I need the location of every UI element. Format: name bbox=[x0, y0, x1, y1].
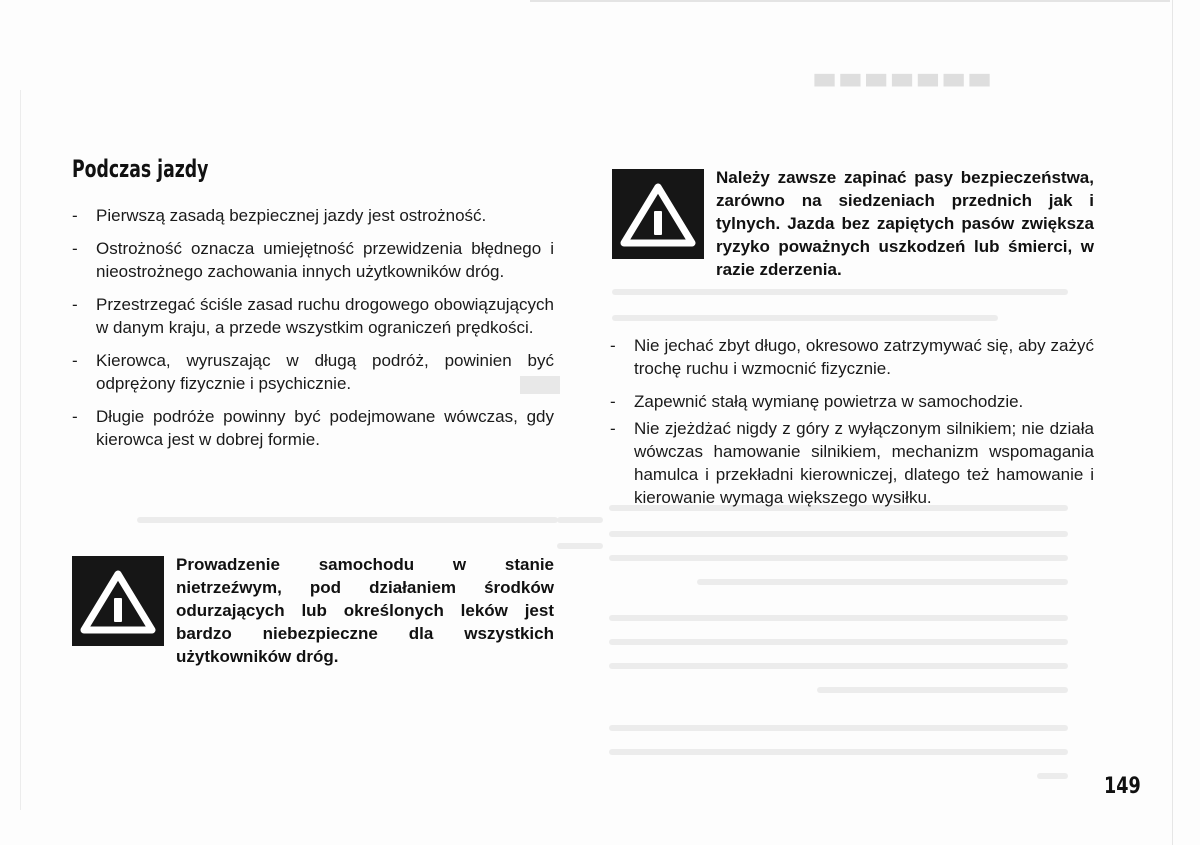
warning-text: Prowadzenie samochodu w stanie nietrzeźwym, pod działaniem środków odurzających lub określonych leków jest bardzo niebezpieczne dla wszystkich użytkowników dróg. bbox=[176, 555, 554, 666]
list-item: - Zapewnić stałą wymianę powietrza w samochodzie. bbox=[610, 392, 1024, 411]
warning-triangle-icon bbox=[72, 556, 164, 646]
left-list bbox=[72, 204, 554, 461]
document-page: ▬▬▬▬▬▬▬ Podczas jazdy - Pierwszą zasadą bezpiecznej jazdy jest ostrożność. - Ostrożność oznacza umiejętność przewidzenia błędnego i nieostrożnego zachowania innych użytkowników dróg. - Przestrzegać ściśle zasad ruchu drogowego obowiązujących w danym kraju, a przede wszystkim ograniczeń prędkości. - Kierowca, wyruszając w długą podróż, powinien być odprężony fizycznie i psychicznie. - Długie podróże powinny być podejmowane wówczas, gdy kierowca jest w dobrej formie. Prowadzenie samochodu w stanie nietrzeźwym, pod działaniem środków odurzających lub określonych leków jest bardzo niebezpieczne dla wszystkich użytkowników dróg. Należy zawsze zapinać pasy bezpieczeństwa, zarówno na siedzeniach przednich jak i tylnych. Jazda bez zapiętych pasów zwiększa ryzyko poważnych uszkodzeń lub śmierci, w razie zderzenia. - Nie jechać zbyt długo, okresowo zatrzymywać się, aby zażyć trochę ruchu i wzmocnić fizycznie. - Zapewnić stałą wymianę powietrza w samochodzie. - Nie zjeżdżać nigdy z góry z wyłączonym silnikiem; nie działa wówczas hamowanie silnikiem, mechanizm wspomagania hamulca i przekładni kierowniczej, dlatego też hamowanie i kierowanie wymaga większego wysiłku. 149 bbox=[0, 0, 1200, 845]
list-item: - Nie jechać zbyt długo, okresowo zatrzymywać się, aby zażyć trochę ruchu i wzmocnić fizycznie. bbox=[610, 336, 1094, 378]
warning-text: Należy zawsze zapinać pasy bezpieczeństwa, zarówno na siedzeniach przednich jak i tylnych. Jazda bez zapiętych pasów zwiększa ryzyko poważnych uszkodzeń lub śmierci, w razie zderzenia. bbox=[716, 168, 1094, 279]
right-list bbox=[610, 334, 1094, 519]
list-item: - Pierwszą zasadą bezpiecznej jazdy jest ostrożność. bbox=[72, 206, 487, 225]
list-item-text: Pierwszą zasadą bezpiecznej jazdy jest ostrożność. bbox=[96, 206, 487, 225]
list-item-text: Nie zjeżdżać nigdy z góry z wyłączonym silnikiem; nie działa wówczas hamowanie silnikiem, mechanizm wspomagania hamulca i przekładni kierowniczej, dlatego też hamowanie i kierowanie wymaga większego wysiłku. bbox=[634, 419, 1094, 507]
list-item: - Nie zjeżdżać nigdy z góry z wyłączonym silnikiem; nie działa wówczas hamowanie silnikiem, mechanizm wspomagania hamulca i przekładni kierowniczej, dlatego też hamowanie i kierowanie wymaga większego wysiłku. bbox=[610, 419, 1094, 507]
list-item: - Przestrzegać ściśle zasad ruchu drogowego obowiązujących w danym kraju, a przede wszystkim ograniczeń prędkości. bbox=[72, 295, 554, 337]
list-item-text: Zapewnić stałą wymianę powietrza w samochodzie. bbox=[634, 392, 1024, 411]
list-item-text: Przestrzegać ściśle zasad ruchu drogowego obowiązujących w danym kraju, a przede wszystkim ograniczeń prędkości. bbox=[96, 295, 554, 337]
list-item: - Ostrożność oznacza umiejętność przewidzenia błędnego i nieostrożnego zachowania innych użytkowników dróg. bbox=[72, 239, 554, 281]
warning-box-left bbox=[72, 553, 554, 668]
warning-box-right bbox=[612, 166, 1094, 281]
list-item: - Kierowca, wyruszając w długą podróż, powinien być odprężony fizycznie i psychicznie. bbox=[72, 351, 554, 393]
warning-triangle-icon bbox=[612, 169, 704, 259]
list-item-text: Kierowca, wyruszając w długą podróż, powinien być odprężony fizycznie i psychicznie. bbox=[96, 351, 554, 393]
list-item: - Długie podróże powinny być podejmowane wówczas, gdy kierowca jest w dobrej formie. bbox=[72, 407, 554, 449]
section-title: Podczas jazdy bbox=[72, 155, 209, 183]
list-item-text: Długie podróże powinny być podejmowane wówczas, gdy kierowca jest w dobrej formie. bbox=[96, 407, 554, 449]
list-item-text: Ostrożność oznacza umiejętność przewidzenia błędnego i nieostrożnego zachowania innych użytkowników dróg. bbox=[96, 239, 554, 281]
page-number: 149 bbox=[1104, 774, 1141, 799]
list-item-text: Nie jechać zbyt długo, okresowo zatrzymywać się, aby zażyć trochę ruchu i wzmocnić fizycznie. bbox=[634, 336, 1094, 378]
